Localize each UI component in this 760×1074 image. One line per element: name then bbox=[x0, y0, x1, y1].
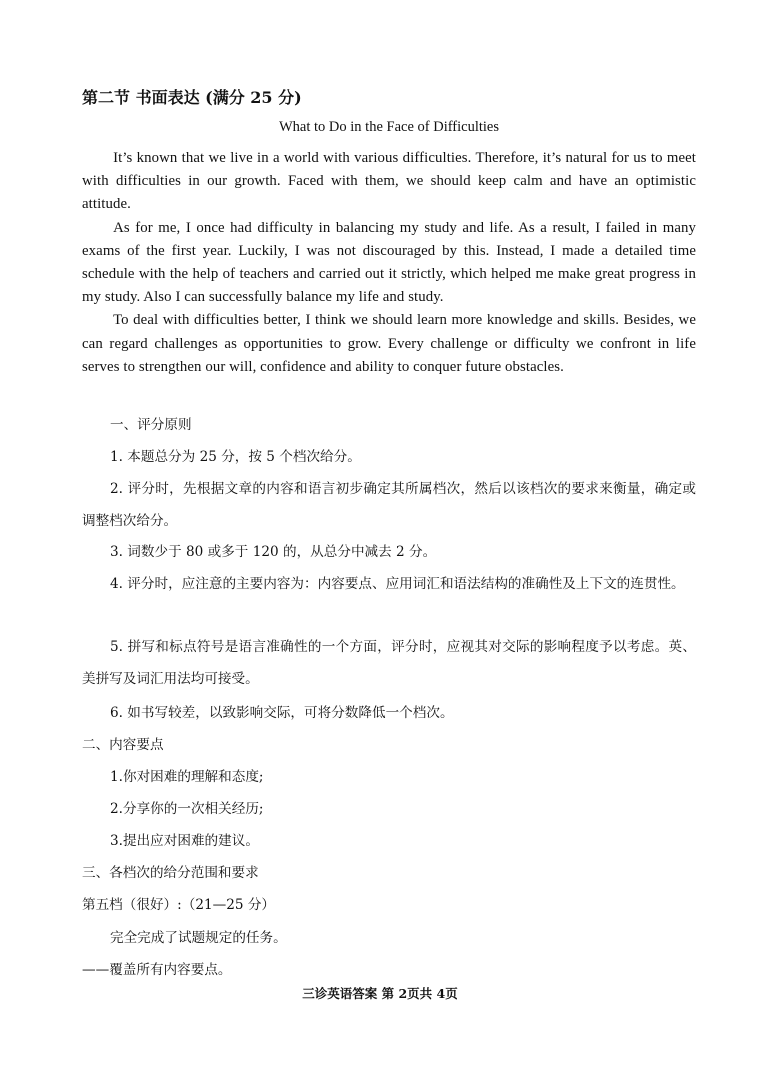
essay-paragraph: To deal with difficulties better, I think we should learn more knowledge and skills. Besides, we can regard challenges as opportunities to grow. Every challenge or difficulty we confront in life serves to strengthen our will, confidence and ability to conquer future obstacles. bbox=[82, 312, 696, 375]
principle-item: 4. 评分时，应注意的主要内容为：内容要点、应用词汇和语法结构的准确性及上下文的连贯性。 bbox=[110, 576, 685, 592]
principles-heading: 一、评分原则 bbox=[110, 417, 192, 433]
tier-5-label: 第五档（很好）:（21—25 分） bbox=[82, 897, 276, 913]
tier-5-description: 完全完成了试题规定的任务。 bbox=[110, 930, 287, 946]
principle-item: 3. 词数少于 80 或多于 120 的，从总分中减去 2 分。 bbox=[110, 544, 437, 560]
model-essay bbox=[82, 147, 696, 379]
principle-item: 6. 如书写较差，以致影响交际，可将分数降低一个档次。 bbox=[110, 705, 454, 721]
principle-item: 2. 评分时，先根据文章的内容和语言初步确定其所属档次，然后以该档次的要求来衡量，确定或调整档次给分。 bbox=[82, 481, 696, 529]
key-point-item: 1.你对困难的理解和态度; bbox=[110, 769, 264, 785]
tier-5-point: ——覆盖所有内容要点。 bbox=[82, 962, 232, 978]
key-point-item: 2.分享你的一次相关经历; bbox=[110, 801, 264, 817]
page-footer: 三诊英语答案 第 2页共 4页 bbox=[302, 986, 458, 1001]
key-points-heading: 二、内容要点 bbox=[82, 737, 164, 753]
essay-paragraph: It’s known that we live in a world with various difficulties. Therefore, it’s natural for us to meet with difficulties in our growth. Faced with them, we should keep calm and have an optimistic attitude. bbox=[82, 150, 696, 213]
essay-title: What to Do in the Face of Difficulties bbox=[279, 119, 499, 135]
principle-item: 5. 拼写和标点符号是语言准确性的一个方面，评分时，应视其对交际的影响程度予以考虑。英、美拼写及词汇用法均可接受。 bbox=[82, 639, 696, 687]
principle-item: 1. 本题总分为 25 分，按 5 个档次给分。 bbox=[110, 449, 361, 465]
key-point-item: 3.提出应对困难的建议。 bbox=[110, 833, 259, 849]
section-heading: 第二节 书面表达 (满分 25 分) bbox=[82, 88, 302, 107]
essay-paragraph: As for me, I once had difficulty in balancing my study and life. As a result, I failed in many exams of the first year. Luckily, I was not discouraged by this. Instead, I made a detailed time schedule with the help of teachers and carried out it strictly, which helped me make great progress in my study. Also I can successfully balance my life and study. bbox=[82, 219, 696, 306]
grading-heading: 三、各档次的给分范围和要求 bbox=[82, 865, 259, 881]
